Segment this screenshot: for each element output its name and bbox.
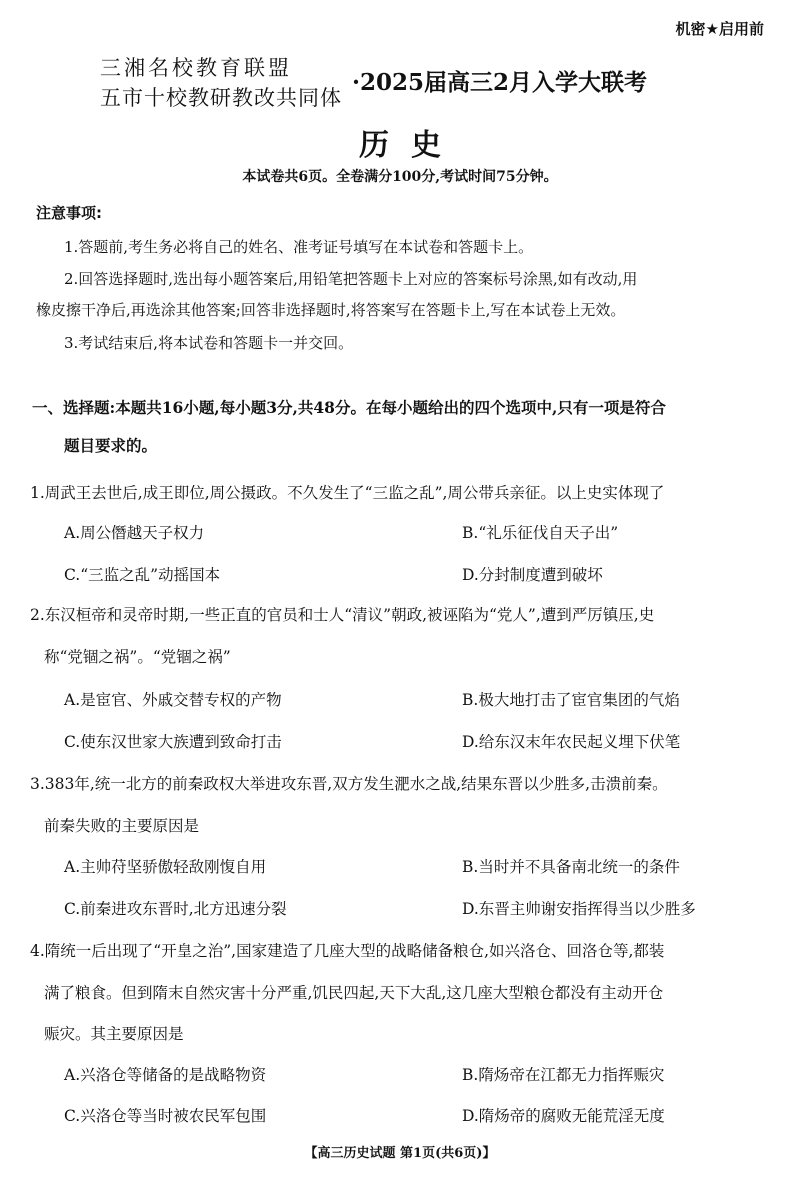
- confidential-label: 机密★启用前: [675, 20, 764, 38]
- question-4-stem-cont: 赈灾。其主要原因是: [44, 1025, 184, 1043]
- subject-title: 历史: [359, 128, 463, 163]
- exam-title: ·2025届高三2月入学大联考: [352, 69, 648, 96]
- question-1-option-a: A.周公僭越天子权力: [64, 524, 205, 542]
- section-heading-cont: 题目要求的。: [64, 436, 158, 455]
- question-1-option-b: B.“礼乐征伐自天子出”: [462, 524, 619, 542]
- question-4-option-b: B.隋炀帝在江都无力指挥赈灾: [462, 1066, 665, 1084]
- question-1-option-d: D.分封制度遭到破坏: [462, 566, 603, 584]
- notice-item: 2.回答选择题时,选出每小题答案后,用铅笔把答题卡上对应的答案标号涂黑,如有改动,用: [64, 270, 638, 288]
- paper-info: 本试卷共6页。全卷满分100分,考试时间75分钟。: [242, 169, 558, 185]
- notice-item: 橡皮擦干净后,再选涂其他答案;回答非选择题时,将答案写在答题卡上,写在本试卷上无效。: [36, 301, 626, 319]
- question-2-stem: 2.东汉桓帝和灵帝时期,一些正直的官员和士人“清议”朝政,被诬陷为“党人”,遭到严厉镇压,史: [30, 606, 655, 624]
- question-3-stem: 3.383年,统一北方的前秦政权大举进攻东晋,双方发生淝水之战,结果东晋以少胜多,击溃前秦。: [30, 775, 668, 793]
- notice-item: 1.答题前,考生务必将自己的姓名、准考证号填写在本试卷和答题卡上。: [64, 238, 534, 256]
- org-name-line1: 三湘名校教育联盟: [100, 56, 292, 80]
- question-3-option-d: D.东晋主帅谢安指挥得当以少胜多: [462, 900, 696, 918]
- question-2-stem-cont: 称“党锢之祸”。“党锢之祸”: [44, 648, 231, 666]
- question-4-stem-cont: 满了粮食。但到隋末自然灾害十分严重,饥民四起,天下大乱,这几座大型粮仓都没有主动开仓: [44, 984, 664, 1002]
- page-footer: 【高三历史试题 第1页(共6页)】: [304, 1146, 496, 1161]
- question-1-stem: 1.周武王去世后,成王即位,周公摄政。不久发生了“三监之乱”,周公带兵亲征。以上史实体现了: [30, 484, 665, 502]
- notice-item: 3.考试结束后,将本试卷和答题卡一并交回。: [64, 334, 354, 352]
- question-2-option-c: C.使东汉世家大族遭到致命打击: [64, 733, 282, 751]
- question-1-option-c: C.“三监之乱”动摇国本: [64, 566, 221, 584]
- question-3-option-b: B.当时并不具备南北统一的条件: [462, 858, 680, 876]
- section-heading: 一、选择题:本题共16小题,每小题3分,共48分。在每小题给出的四个选项中,只有一项是符合: [32, 398, 666, 417]
- question-3-stem-cont: 前秦失败的主要原因是: [44, 817, 200, 835]
- question-2-option-d: D.给东汉末年农民起义埋下伏笔: [462, 733, 681, 751]
- question-2-option-b: B.极大地打击了宦官集团的气焰: [462, 691, 680, 709]
- question-4-stem: 4.隋统一后出现了“开皇之治”,国家建造了几座大型的战略储备粮仓,如兴洛仓、回洛仓等,都装: [30, 942, 665, 960]
- org-name-line2: 五市十校教研教改共同体: [100, 86, 342, 110]
- question-4-option-d: D.隋炀帝的腐败无能荒淫无度: [462, 1107, 665, 1125]
- question-3-option-c: C.前秦进攻东晋时,北方迅速分裂: [64, 900, 287, 918]
- question-2-option-a: A.是宦官、外戚交替专权的产物: [64, 691, 282, 709]
- question-4-option-c: C.兴洛仓等当时被农民军包围: [64, 1107, 267, 1125]
- notice-title: 注意事项:: [36, 204, 102, 222]
- question-3-option-a: A.主帅苻坚骄傲轻敌刚愎自用: [64, 858, 267, 876]
- question-4-option-a: A.兴洛仓等储备的是战略物资: [64, 1066, 267, 1084]
